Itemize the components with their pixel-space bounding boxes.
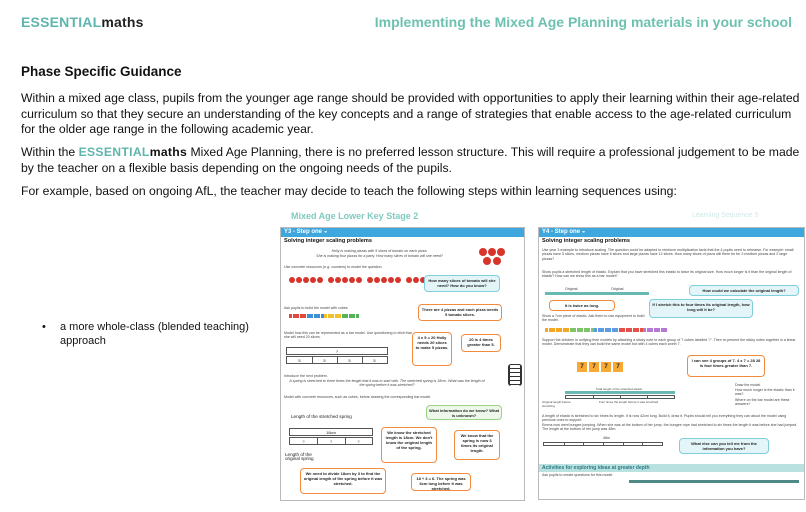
label-original-2: Original [611,287,624,291]
instruction-model: Model with concrete resources, such as cubes, before drawing the corresponding bar model. [284,395,432,399]
bungee-bar [543,442,663,446]
instruction-sticky-notes: Support the children in unifying their models by attaching a sticky note to each group of 7 cubes labelled '7'. Then re-present the sticky notes together in a linear model. Demonstrate that they can build the same model but with 4 cubes each worth 7. [542,338,796,347]
panel-title: Solving integer scaling problems [542,238,630,244]
intro-text-2: Show pupils a stretched length of elastic. Explain that you have stretched this elastic to twice its original size. How much longer is it than the original length of elastic? How can we show this as a bar model? [542,270,792,279]
pizza-dot [488,248,496,256]
spring-bar-cell: ? [357,439,360,444]
bar-divider [583,443,584,445]
question-where: Where on the bar model are these answers? [735,398,790,407]
bullet-dot: • [42,321,46,333]
counter [303,277,309,283]
counter [349,277,355,283]
question-draw-model: Draw the model. [735,383,762,387]
problem-text-spring: A spring is stretched to three times the length that it was to start with. The stretched spring is 18cm. What was the length of the spring before it was stretched? [289,379,485,388]
bar-divider [593,396,594,398]
spring-bar-cell: ? [329,439,333,444]
bar-divider [647,396,648,398]
paragraph-3: For example, based on ongoing AfL, the teacher may decide to teach the following steps within learning sequences using: [21,184,677,198]
bar-divider [564,443,565,445]
counter [289,277,295,283]
spring-bar-cell: ? [302,439,305,444]
inline-brand-suffix: maths [149,145,188,159]
page-header-title: Implementing the Mixed Age Planning materials in your school [374,14,792,30]
spring-bar-parts [289,437,373,445]
counter [328,277,334,283]
bar-divider [623,443,624,445]
paragraph-2-end: Mixed Age Planning, there is no preferred lesson structure. This will require a professional judgement to be made by the teacher on a flexible basis depending on the ongoing needs of the pupils. [21,145,800,175]
panel-title: Solving integer scaling problems [284,238,372,244]
panel-tab-label: Y4 - Step one [542,229,581,235]
pizza-dot [483,257,491,265]
sticky-note-seven: 7 [589,362,599,372]
four-part-bar [565,395,675,399]
brand-prefix: ESSENTIAL [21,14,102,30]
counter [413,277,419,283]
label-stretched-length: Length of the stretched spring [291,414,352,419]
panel-tab-label: Y3 - Step one [284,229,323,235]
greater-depth-instruction: Ask pupils to create questions for this model [542,473,613,477]
panel-tab [539,228,804,237]
speech-bubble-pizzas: There are 4 pizzas and each pizza needs 5 tomato slices. [418,304,502,321]
instruction-bungee: Emma now went bungee jumping. When she was at the bottom of her jump, the bungee rope had stretched to six times the length it was before she had jumped. The length at the bottom of her jump was 48m. [542,423,798,432]
paragraph-2 [21,145,801,176]
bullet-text: a more whole-class (blended teaching) approach [60,321,249,347]
instruction-7cm: Show a 7cm piece of elastic. Ask them to use equipment to build the model. [542,314,645,323]
depth-model-bar [629,480,799,483]
speech-bubble-divide: We need to divide 18cm by 3 to find the original length of the spring before it was stretched. [300,468,386,494]
pizza-dot [479,248,487,256]
counter [374,277,380,283]
label-original: Original [565,287,578,291]
figure-caption-left: Mixed Age Lower Key Stage 2 [291,211,419,221]
counter [381,277,387,283]
bar-divider [620,396,621,398]
greater-depth-heading: Activities for exploring ideas at greater depth [539,464,804,472]
problem-text-2: She is making four pizzas for a party. How many slices of tomato will she need? [316,254,443,258]
speech-bubble-groups: I can see 4 groups of 7. 4 x 7 = 28 28 is four times greater than 7. [687,355,765,377]
instruction-next: Introduce the next problem. [284,374,328,378]
sticky-note-seven: 7 [613,362,623,372]
intro-text-1: Use year 3 example to introduce scaling. The question could be adapted to reinforce multiplication facts that the 4 pupils need to rehearse. For example: small pizzas have 5 slices, medium pizzas have 6 slices and large pizzas have 12 slices. How many slices of pizza will there be for 3 medium pizzas and 2 large pizzas? [542,248,794,261]
label-four-times: Four times the length before it was stretched [599,400,659,404]
speech-bubble-times: 20 is 4 times greater than 5. [461,334,501,352]
label-original-before: Original length before stretching [542,400,571,409]
problem-text-1: Holly is making pizzas with 5 slices of tomato on each pizza. [331,249,428,253]
globe-icon: ◒ [323,229,328,235]
speech-bubble-else: What else can you tell me from the information you have? [679,438,769,454]
paragraph-1: Within a mixed age class, pupils from the younger age range should be provided with opportunities to apply their learning within their age-related curriculum so that they secure an understanding of the key concepts and a range of strategies that enable access to the age-related curriculum for the older age range in the following academic year. [21,91,800,136]
label-48m: 48m [603,436,610,440]
bullet-item [42,321,272,348]
y4-step-panel [538,227,805,500]
sticky-note-seven: 7 [601,362,611,372]
counter [310,277,316,283]
paragraph-2-start: Within the [21,145,79,159]
cube-model [289,314,359,318]
brand-logo-text [21,14,144,30]
instruction-cubes: Ask pupils to build the model with cubes [284,306,348,310]
bar-total-label: ? [335,349,339,354]
speech-bubble-four-times: If I stretch this to four times its original length, how long will it be? [649,299,753,318]
speech-bubble-result: 18 ÷ 3 = 6. The spring was 6cm long before it was stretched. [411,473,471,491]
bar-cell: 5 [323,358,326,363]
inline-brand-prefix: ESSENTIAL [78,145,150,159]
panel-tab [281,228,524,237]
bar-model-total [286,347,388,355]
counter [367,277,373,283]
counter [388,277,394,283]
instruction-bar-model: Model how this can be represented as a bar model. Use questioning to elicit that she will need 20 slices. [284,331,412,340]
section-heading: Phase Specific Guidance [21,64,182,79]
elastic-bar [545,292,649,295]
spring-bar-total-label: 18cm [326,430,336,435]
speech-bubble-calculate: How could we calculate the original length? [689,285,799,296]
counter [395,277,401,283]
speech-bubble-three-times: We know that the spring is now 3 times its original length. [454,430,500,460]
speech-bubble-know: We know the stretched length is 18cm. We don't know the original length of the spring. [381,427,437,463]
bar-model-parts [286,356,388,364]
cube-sevens [545,328,667,332]
spring-icon [508,364,522,386]
label-original-length: Length of the original spring [285,452,314,462]
speech-bubble-information: What information do we know? What is unknown? [426,405,502,420]
counter [342,277,348,283]
counter [406,277,412,283]
inline-brand [79,145,188,159]
brand-suffix: maths [101,14,144,30]
speech-bubble-answer: 4 x 5 = 20 Holly needs 20 slices to make 5 pizzas. [412,332,452,366]
label-total-stretched: Total length of the stretched elastic [595,387,643,391]
question-how-much-longer: How much longer is the elastic than it was? [735,388,795,397]
bar-divider [603,443,604,445]
y3-step-panel [280,227,525,501]
pizza-dot [497,248,505,256]
pizza-dot [493,257,501,265]
instruction-resources: Use concrete resources (e.g. counters) to model the question. [284,265,383,269]
spring-bar-total [289,428,373,436]
speech-bubble-twice: It is twice as long. [549,300,615,311]
speech-bubble-question: How many slices of tomato will she need? How do you know? [424,275,500,292]
bar-divider [642,443,643,445]
counter [335,277,341,283]
instruction-elastic: A length of elastic is stretched to six times its length. It is now 42cm long. Build it, draw it. Pupils should tell you everything they can about the model using previous ones to support. [542,414,787,423]
bar-cell: 5 [298,358,301,363]
bar-cell: 5 [373,358,376,363]
counter [317,277,323,283]
stretched-elastic-bar [565,391,675,394]
globe-icon: ◒ [581,229,586,235]
sticky-note-seven: 7 [577,362,587,372]
counter [356,277,362,283]
bar-cell: 5 [348,358,351,363]
figure-caption-right: Learning Sequence 5 [692,212,759,219]
counter [296,277,302,283]
